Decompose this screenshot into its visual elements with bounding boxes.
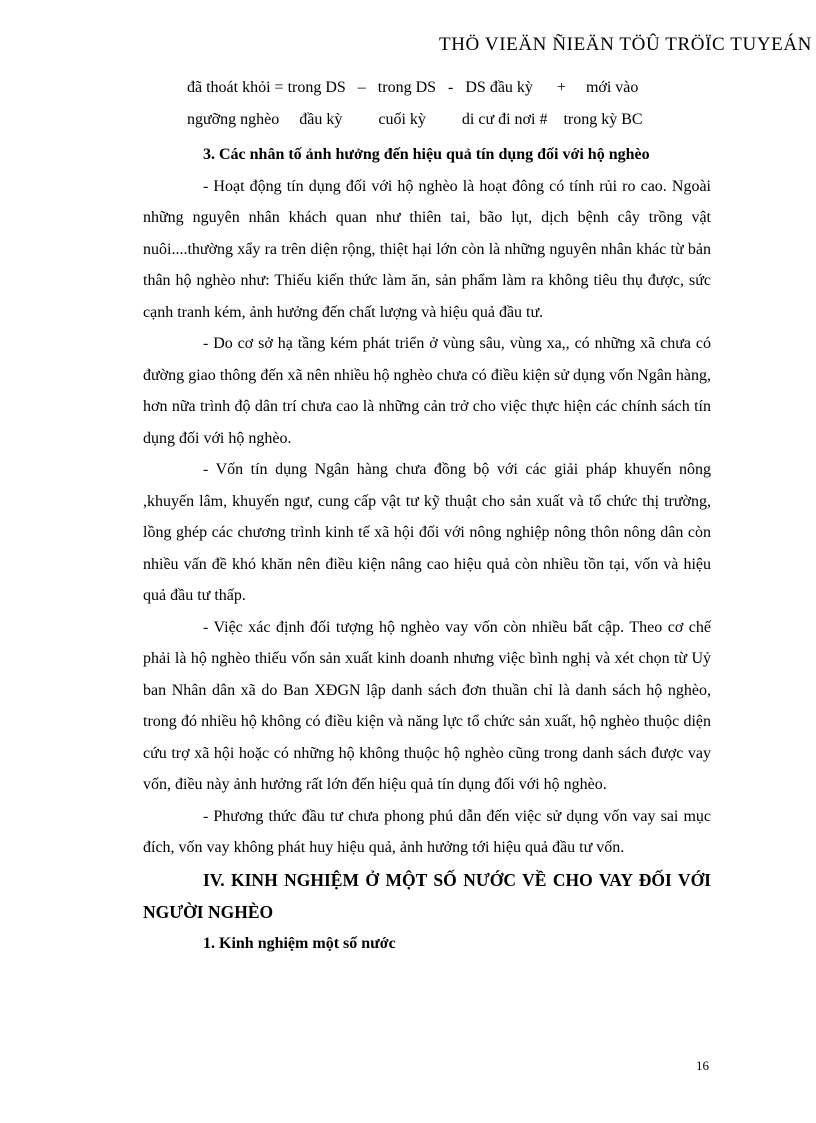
formula-operator-minus: – (357, 79, 366, 96)
formula-operator-minus-2: - (448, 79, 454, 96)
paragraph-1: - Hoạt động tín dụng đối với hộ nghèo là hoạt đông có tính rủi ro cao. Ngoài những nguyên nhân khách quan như thiên tai, bão lụt, dịch bệnh cây trồng vật nuôi....thường xẩy ra trên diện rộng, thiệt hại lớn còn là những nguyên nhân khác từ bản thân hộ nghèo như: Thiếu kiến thức làm ăn, sản phẩm làm ra không tiêu thụ được, sức cạnh tranh kém, ảnh hưởng đến chất lượng và hiệu quả đầu tư. (143, 177, 711, 321)
formula-row-1 (187, 79, 638, 97)
formula-term-3: trong DS (377, 79, 437, 96)
formula-operator-plus: + (556, 79, 566, 96)
formula-sub-4: di cư đi nơi # (461, 111, 548, 128)
header-title: THÖ VIEÄN ÑIEÄN TÖÛ TRÖÏC TUYEÁN (439, 34, 812, 55)
paragraph-5: - Phương thức đầu tư chưa phong phú dẫn đến việc sử dụng vốn vay sai mục đích, vốn vay không phát huy hiệu quả, ảnh hưởng tới hiệu quả đầu tư vốn. (143, 807, 711, 856)
paragraph-2: - Do cơ sở hạ tầng kém phát triển ở vùng sâu, vùng xa,, có những xã chưa có đường giao thông đến xã nên nhiều hộ nghèo chưa có điều kiện sử dụng vốn Ngân hàng, hơn nữa trình độ dân trí chưa cao là những cản trở cho việc thực hiện các chính sách tín dụng đối với hộ nghèo. (143, 335, 711, 447)
section-3-heading: 3. Các nhân tố ảnh hưởng đến hiệu quả tín dụng đối với hộ nghèo (203, 146, 650, 163)
formula-term-5: mới vào (585, 79, 639, 96)
formula-term-1: đã thoát khỏi = (187, 79, 284, 96)
formula-term-4: DS đầu kỳ (465, 79, 533, 96)
formula-term-2: trong DS (287, 79, 346, 96)
formula-sub-1: ngưỡng nghèo (187, 111, 280, 128)
formula-row-2 (187, 111, 643, 129)
formula-sub-5: trong kỳ BC (563, 111, 643, 128)
document-body (143, 139, 711, 959)
section-4-heading: IV. KINH NGHIỆM Ở MỘT SỐ NƯỚC VỀ CHO VAY ĐỐI VỚI NGƯỜI NGHÈO (143, 869, 711, 922)
formula-sub-3: cuối kỳ (378, 111, 426, 128)
paragraph-3: - Vốn tín dụng Ngân hàng chưa đồng bộ với các giải pháp khuyến nông ,khuyến lâm, khuyến ngư, cung cấp vật tư kỹ thuật cho sản xuất và tổ chức thị trường, lồng ghép các chương trình kinh tế xã hội đối với nông nghiệp nông thôn nông dân còn nhiều vấn đề khó khăn nên điều kiện nâng cao hiệu quả còn nhiều tồn tại, vốn và hiệu quả đầu tư thấp. (143, 461, 711, 604)
paragraph-4: - Việc xác định đối tượng hộ nghèo vay vốn còn nhiều bất cập. Theo cơ chế phải là hộ nghèo thiếu vốn sản xuất kinh doanh nhưng việc bình nghị và xét chọn từ Uỷ ban Nhân dân xã do Ban XĐGN lập danh sách đơn thuần chỉ là danh sách hộ nghèo, trong đó nhiều hộ không có điều kiện và năng lực tổ chức sản xuất, hộ nghèo thuộc diện cứu trợ xã hội hoặc có những hộ không thuộc hộ nghèo cũng trong danh sách được vay vốn, điều này ảnh hưởng rất lớn đến hiệu quả tín dụng đối với hộ nghèo. (143, 618, 711, 793)
formula-sub-2: đầu kỳ (299, 111, 343, 128)
page-number: 16 (696, 1058, 709, 1073)
section-4-1-heading: 1. Kinh nghiệm một số nước (203, 934, 396, 952)
